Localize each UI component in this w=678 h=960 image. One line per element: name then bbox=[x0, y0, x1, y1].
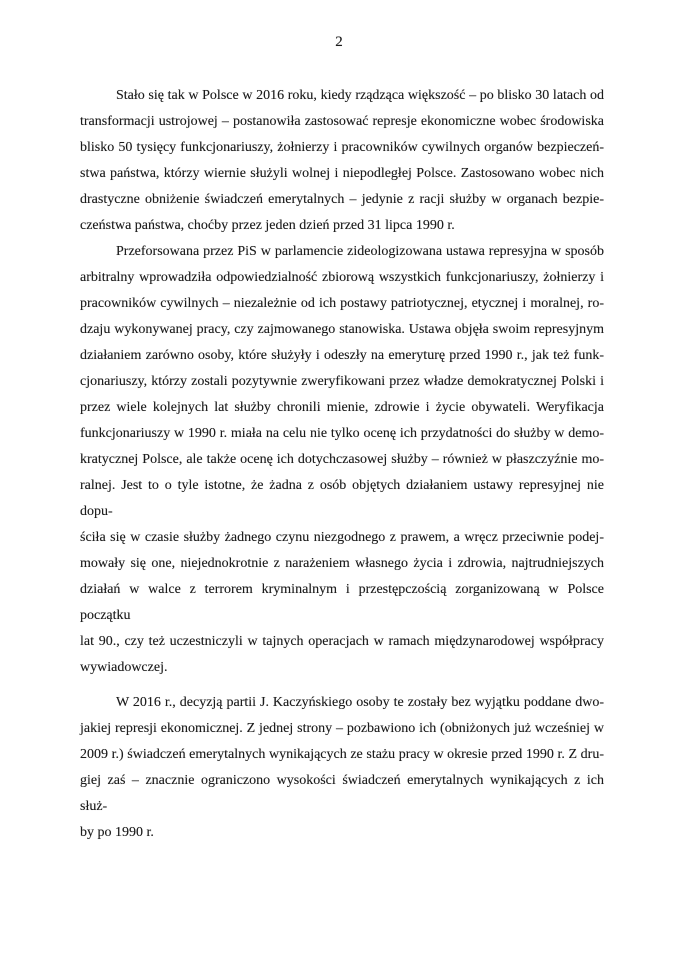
text-line: przez wiele kolejnych lat służby chronili mienie, zdrowie i życie obywateli. Weryfikacja bbox=[80, 400, 604, 415]
text-line: pracowników cywilnych – niezależnie od ich postawy patriotycznej, etycznej i moralnej, ro- bbox=[80, 296, 604, 311]
text-line: wywiadowczej. bbox=[80, 660, 168, 675]
text-line: lat 90., czy też uczestniczyli w tajnych operacjach w ramach międzynarodowej współpracy bbox=[80, 634, 604, 649]
text-line: mowały się one, niejednokrotnie z narażeniem własnego życia i zdrowia, najtrudniejszych bbox=[80, 556, 604, 571]
text-line: giej zaś – znacznie ograniczono wysokości świadczeń emerytalnych wynikających z ich służ- bbox=[80, 773, 604, 814]
document-body bbox=[80, 83, 604, 846]
text-line: Stało się tak w Polsce w 2016 roku, kiedy rządząca większość – po blisko 30 latach od bbox=[116, 88, 604, 103]
text-line: Przeforsowana przez PiS w parlamencie zideologizowana ustawa represyjna w sposób bbox=[116, 244, 604, 259]
text-line: cjonariuszy, którzy zostali pozytywnie zweryfikowani przez władze demokratycznej Polski i bbox=[80, 374, 604, 389]
text-line: czeństwa państwa, choćby przez jeden dzień przed 31 lipca 1990 r. bbox=[80, 218, 455, 233]
text-line: arbitralny wprowadziła odpowiedzialność zbiorową wszystkich funkcjonariuszy, żołnierzy i bbox=[80, 270, 604, 285]
text-line: 2009 r.) świadczeń emerytalnych wynikających ze stażu pracy w okresie przed 1990 r. Z dru- bbox=[80, 747, 604, 762]
text-line: blisko 50 tysięcy funkcjonariuszy, żołnierzy i pracowników cywilnych organów bezpieczeń- bbox=[80, 140, 604, 155]
page-number: 2 bbox=[335, 34, 343, 50]
text-line: działań w walce z terrorem kryminalnym i przestępczością zorganizowaną w Polsce początku bbox=[80, 582, 604, 623]
paragraph bbox=[80, 83, 604, 239]
text-line: dzaju wykonywanej pracy, czy zajmowanego stanowiska. Ustawa objęła swoim represyjnym bbox=[80, 322, 604, 337]
text-line: ralnej. Jest to o tyle istotne, że żadna z osób objętych działaniem ustawy represyjnej nie dopu- bbox=[80, 478, 604, 519]
text-line: funkcjonariuszy w 1990 r. miała na celu nie tylko ocenę ich przydatności do służby w demo- bbox=[80, 426, 604, 441]
text-line: drastyczne obniżenie świadczeń emerytalnych – jedynie z racji służby w organach bezpie- bbox=[80, 192, 604, 207]
paragraph bbox=[80, 690, 604, 846]
text-line: stwa państwa, którzy wiernie służyli wolnej i niepodległej Polsce. Zastosowano wobec nich bbox=[80, 166, 604, 181]
text-line: ściła się w czasie służby żadnego czynu niezgodnego z prawem, a wręcz przeciwnie podej- bbox=[80, 530, 604, 545]
text-line: jakiej represji ekonomicznej. Z jednej strony – pozbawiono ich (obniżonych już wcześniej w bbox=[80, 721, 604, 736]
text-line: kratycznej Polsce, ale także ocenę ich dotychczasowej służby – również w płaszczyźnie mo- bbox=[80, 452, 604, 467]
paragraph bbox=[80, 239, 604, 681]
text-line: działaniem zarówno osoby, które służyły i odeszły na emeryturę przed 1990 r., jak też funk- bbox=[80, 348, 604, 363]
text-line: transformacji ustrojowej – postanowiła zastosować represje ekonomiczne wobec środowiska bbox=[80, 114, 604, 129]
text-line: by po 1990 r. bbox=[80, 825, 154, 840]
text-line: W 2016 r., decyzją partii J. Kaczyńskiego osoby te zostały bez wyjątku poddane dwo- bbox=[116, 695, 604, 710]
